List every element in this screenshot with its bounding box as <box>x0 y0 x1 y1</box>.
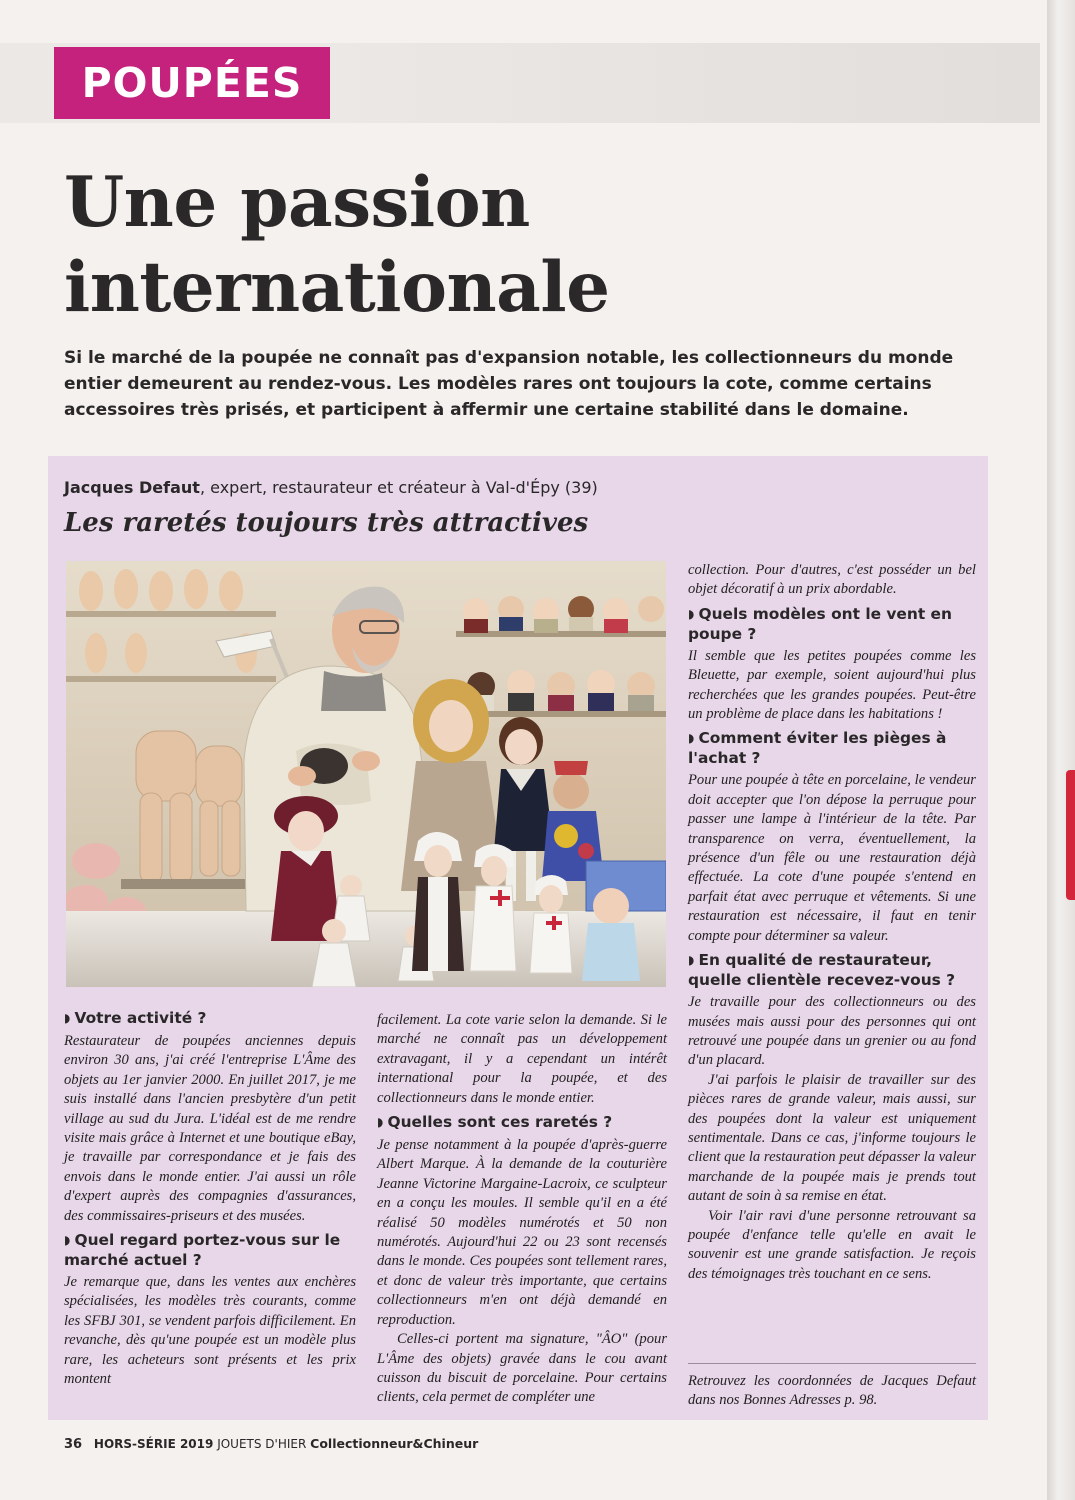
section-label: POUPÉES <box>54 47 330 119</box>
byline <box>64 478 964 497</box>
page-footer <box>64 1436 764 1452</box>
page-fold-edge <box>1047 0 1075 1500</box>
page-title: Une passion internationale <box>64 162 610 328</box>
column-2 <box>377 1011 667 1408</box>
answer-trending-models: Il semble que les petites poupées comme les Bleuette, par exemple, soient aujourd'hui plus recherchées que les grandes poupées. Peut-être un problème de place dans les habitations ! <box>688 647 976 723</box>
answer-clientele-satisfaction: Voir l'air ravi d'une personne retrouvant sa poupée d'enfance telle qu'elle en avait le souvenir est une grande satisfaction. Je reçois des témoignages très touchant en ce sens. <box>688 1207 976 1282</box>
column-3 <box>688 561 976 1284</box>
intro-paragraph: Si le marché de la poupée ne connaît pas d'expansion notable, les collectionneurs du monde entier demeurent au rendez-vous. Les modèles rares ont toujours la cote, comme certains accessoires très prisés, et participent à affermir une certaine stabilité dans le domaine. <box>64 348 954 420</box>
answer-rarities: Je pense notamment à la poupée d'après-guerre Albert Marque. À la demande de la couturière Jeanne Victorine Margaine-Lacroix, ce sculpteur en a conçu les moules. Il semble qu'il en a été réalisé 50 modèles numérotés et 50 non numérotés. Aujourd'hui 22 ou 23 sont recensés dans le monde. Ces poupées sont tellement rares, et donc de valeur très importante, que certains collectionneurs m'en ont déjà demandé en reproduction. <box>377 1137 667 1328</box>
next-page-tab-marker <box>1066 770 1075 900</box>
answer-activity: Restaurateur de poupées anciennes depuis environ 30 ans, j'ai créé l'entreprise L'Âme des objets au 1er janvier 2000. En juillet 2017, je me suis installé dans l'ancien presbytère d'un petit village au sud du Jura. L'idéal est de me rendre visite mais grâce à Internet et une boutique eBay, je travaille par correspondance et je fais des envois dans le monde entier. J'ai aussi un rôle d'expert auprès des compagnies d'assurances, des commissaires-priseurs et des musées. <box>64 1033 356 1224</box>
answer-pitfalls: Pour une poupée à tête en porcelaine, le vendeur doit accepter que l'on dépose la perruque pour passer une lampe à l'intérieur de la tête. Par transparence on verra, éventuellement, la présence d'un fêle ou une restauration déjà effectuée. La cote d'une poupée s'entend en parfait état avec perruque et vêtements. Si une restauration est nécessaire, il faut en tenir compte pour déterminer sa valeur. <box>688 772 976 944</box>
answer-rarities-end: collection. Pour d'autres, c'est posséder un bel objet décoratif à un prix abordable. <box>688 562 976 598</box>
answer-clientele-rare-pieces: J'ai parfois le plaisir de travailler sur des pièces rares de grande valeur, mais aussi, sur des poupées dont la valeur est uniquement sentimentale. Dans ce cas, j'informe toujours le client que la restauration peut dépasser la valeur marchande de la poupée mais je prends tout autant de soin à sa remise en état. <box>688 1071 976 1205</box>
question-clientele: ◗ En qualité de restaurateur, quelle clientèle recevez-vous ? <box>688 951 976 990</box>
workshop-photo <box>66 561 666 987</box>
column-1 <box>64 1004 356 1390</box>
byline-name: Jacques Defaut <box>64 478 200 497</box>
doll-workshop-illustration <box>66 561 666 987</box>
question-rarities: ◗ Quelles sont ces raretés ? <box>377 1113 667 1133</box>
series-label: JOUETS D'HIER <box>217 1437 307 1451</box>
answer-rarities-signature: Celles-ci portent ma signature, "ÂO" (pour L'Âme des objets) gravée dans le cou avant cuisson du biscuit de porcelaine. Pour certains clients, cela permet de compléter une <box>377 1331 667 1406</box>
issue-label: HORS-SÉRIE 2019 <box>93 1437 214 1451</box>
magazine-name: Collectionneur&Chineur <box>310 1436 479 1451</box>
question-pitfalls: ◗ Comment éviter les pièges à l'achat ? <box>688 729 976 768</box>
question-activity: ◗ Votre activité ? <box>64 1009 356 1029</box>
address-note: Retrouvez les coordonnées de Jacques Defaut dans nos Bonnes Adresses p. 98. <box>688 1363 976 1411</box>
byline-role: , expert, restaurateur et créateur à Val-d'Épy (39) <box>199 478 598 497</box>
question-trending-models: ◗ Quels modèles ont le vent en poupe ? <box>688 605 976 644</box>
page-number: 36 <box>64 1437 83 1452</box>
interview-title: Les raretés toujours très attractives <box>64 508 589 538</box>
answer-market: Je remarque que, dans les ventes aux enchères spécialisées, les modèles très courants, comme les SFBJ 301, se vendent parfois difficilement. En revanche, dès qu'une poupée est un modèle plus rare, les acheteurs sont présents et les prix montent <box>64 1274 356 1388</box>
answer-market-continued: facilement. La cote varie selon la demande. Si le marché ne connaît pas un développement extravagant, il y a cependant un intérêt international pour la poupée, et des collectionneurs dans le monde entier. <box>377 1012 667 1106</box>
answer-clientele: Je travaille pour des collectionneurs ou des musées mais aussi pour des personnes qui ont retrouvé une poupée dans un grenier ou au fond d'un placard. <box>688 994 976 1069</box>
question-market: ◗ Quel regard portez-vous sur le marché actuel ? <box>64 1231 356 1270</box>
